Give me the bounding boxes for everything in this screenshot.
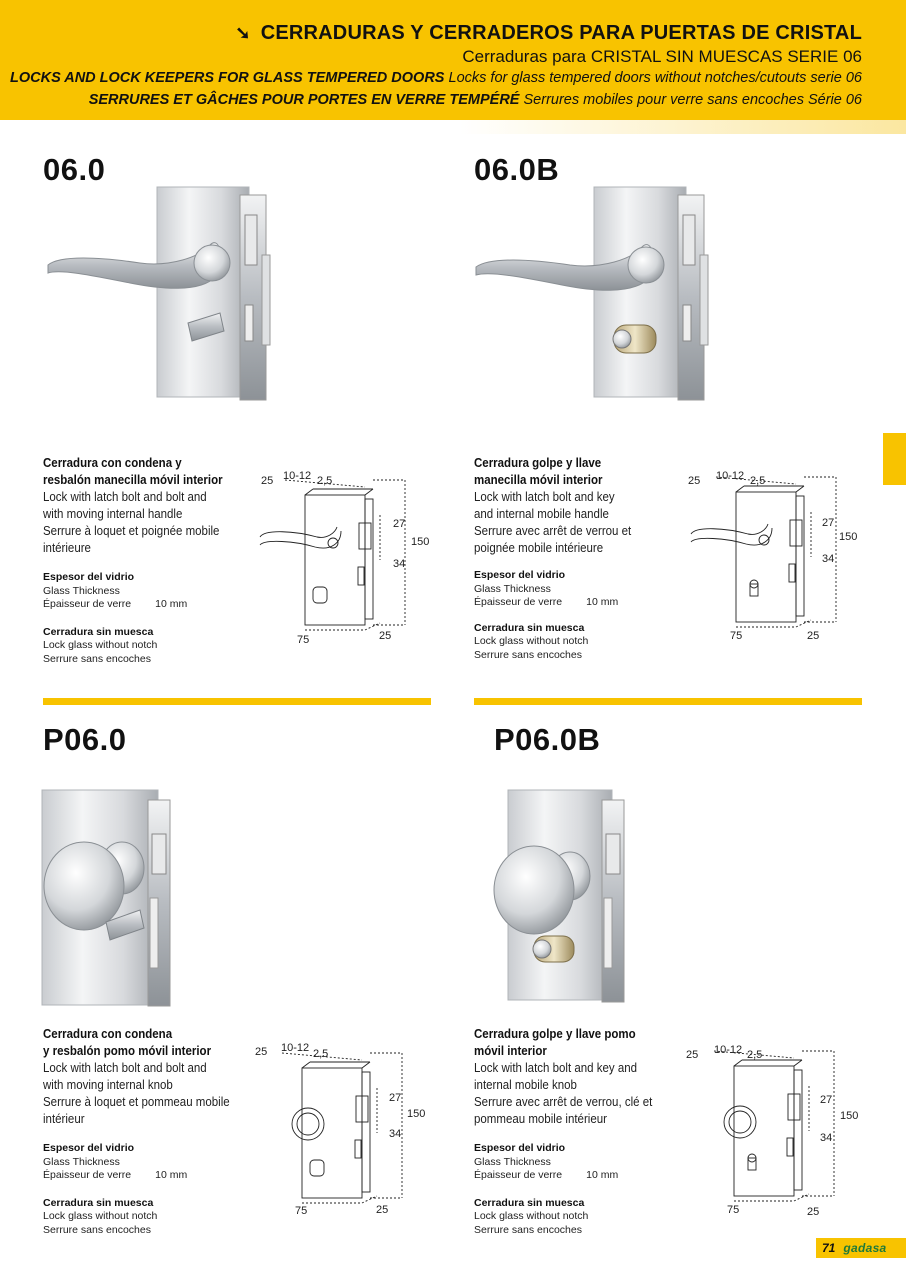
svg-text:25: 25	[807, 1206, 820, 1218]
product-photo-knob-cylinder	[490, 788, 630, 1013]
header-fade	[460, 120, 906, 134]
product-description: Cerradura golpe y llave pomo móvil interior Lock with latch bolt and key and internal mobile knob Serrure avec arrêt de verrou, clé et pommeau mobile intérieur Espesor del vidrio Glass Thickness Épaisseur de verre 10 mm Cerradura sin muesca Lock glass without notch Serrure sans encoches	[474, 1026, 679, 1237]
svg-text:34: 34	[393, 558, 406, 570]
svg-text:10-12: 10-12	[283, 470, 312, 482]
subtitle-french: SERRURES ET GÂCHES POUR PORTES EN VERRE TEMPÉRÉ Serrures mobiles pour verre sans encoches Série 06	[88, 92, 862, 108]
svg-text:75: 75	[727, 1204, 740, 1216]
svg-text:34: 34	[822, 553, 835, 565]
technical-drawing-lever-cylinder	[686, 462, 866, 647]
product-description: Cerradura con condena y resbalón pomo móvil interior Lock with latch bolt and bolt and with moving internal knob Serrure à loquet et pommeau mobile intérieur Espesor del vidrio Glass Thickness Épaisseur de verre 10 mm Cerradura sin muesca Lock glass without notch Serrure sans encoches	[43, 1026, 248, 1237]
svg-text:25: 25	[261, 475, 274, 487]
product-photo-lever-thumbturn	[40, 185, 280, 415]
svg-text:10-12: 10-12	[716, 470, 745, 482]
technical-drawing-lever	[255, 465, 435, 650]
svg-text:10-12: 10-12	[281, 1042, 310, 1054]
spec-no-notch: Cerradura sin muesca Lock glass without notch Serrure sans encoches	[474, 1196, 589, 1236]
product-description: Cerradura golpe y llave manecilla móvil interior Lock with latch bolt and key and internal mobile handle Serrure avec arrêt de verrou et poignée mobile intérieure Espesor del vidrio Glass Thickness Épaisseur de verre 10 mm Cerradura sin muesca Lock glass without notch Serrure sans encoches	[474, 455, 679, 662]
product-photo-lever-cylinder	[470, 185, 720, 415]
section-divider	[474, 698, 862, 705]
svg-text:2,5: 2,5	[747, 1049, 763, 1061]
svg-text:27: 27	[822, 517, 835, 529]
svg-text:25: 25	[688, 475, 701, 487]
header-band	[0, 0, 906, 120]
arrow-down-right-icon: ➘	[235, 23, 251, 43]
svg-text:34: 34	[389, 1128, 402, 1140]
page-title: ➘ CERRADURAS Y CERRADEROS PARA PUERTAS DE CRISTAL	[235, 22, 862, 44]
section-divider	[43, 698, 431, 705]
svg-text:2,5: 2,5	[313, 1048, 329, 1060]
svg-text:25: 25	[379, 630, 392, 642]
svg-text:2,5: 2,5	[750, 475, 766, 487]
spec-no-notch: Cerradura sin muesca Lock glass without notch Serrure sans encoches	[43, 625, 158, 665]
svg-text:27: 27	[393, 518, 406, 530]
page-footer	[816, 1238, 906, 1258]
subtitle-english: LOCKS AND LOCK KEEPERS FOR GLASS TEMPERED DOORS Locks for glass tempered doors without notches/cutouts serie 06	[9, 70, 862, 86]
svg-text:75: 75	[297, 634, 310, 646]
svg-text:25: 25	[686, 1049, 699, 1061]
spec-glass-thickness: Espesor del vidrio Glass Thickness Épaisseur de verre 10 mm	[474, 569, 619, 608]
svg-text:150: 150	[411, 536, 430, 548]
svg-text:25: 25	[255, 1046, 268, 1058]
product-code: P06.0B	[494, 722, 601, 757]
svg-text:150: 150	[407, 1108, 426, 1120]
svg-text:25: 25	[376, 1204, 389, 1216]
spec-no-notch: Cerradura sin muesca Lock glass without notch Serrure sans encoches	[474, 621, 589, 661]
product-code: P06.0	[43, 722, 127, 757]
spec-glass-thickness: Espesor del vidrio Glass Thickness Épaisseur de verre 10 mm	[474, 1142, 619, 1181]
technical-drawing-knob-cylinder	[684, 1036, 864, 1221]
brand-logo: gadasa	[843, 1241, 887, 1255]
section-tab	[883, 433, 906, 485]
svg-text:75: 75	[730, 630, 743, 642]
svg-text:27: 27	[820, 1094, 833, 1106]
svg-text:150: 150	[839, 531, 858, 543]
spec-glass-thickness: Espesor del vidrio Glass Thickness Épaisseur de verre 10 mm	[43, 1142, 188, 1181]
page-subtitle: Cerraduras para CRISTAL SIN MUESCAS SERIE 06	[462, 47, 862, 66]
svg-text:27: 27	[389, 1092, 402, 1104]
svg-text:2,5: 2,5	[317, 475, 333, 487]
spec-glass-thickness: Espesor del vidrio Glass Thickness Épaisseur de verre 10 mm	[43, 571, 188, 610]
svg-text:75: 75	[295, 1205, 308, 1217]
product-description: Cerradura con condena y resbalón manecilla móvil interior Lock with latch bolt and bolt and with moving internal handle Serrure à loquet et poignée mobile intérieure Espesor del vidrio Glass Thickness Épaisseur de verre 10 mm Cerradura sin muesca Lock glass without notch Serrure sans encoches	[43, 455, 248, 666]
product-photo-knob-thumbturn	[40, 788, 180, 1013]
product-code: 06.0B	[474, 152, 560, 187]
page-number: 71	[822, 1241, 836, 1255]
svg-text:25: 25	[807, 630, 820, 642]
svg-text:34: 34	[820, 1132, 833, 1144]
spec-no-notch: Cerradura sin muesca Lock glass without notch Serrure sans encoches	[43, 1196, 158, 1236]
technical-drawing-knob	[252, 1038, 432, 1223]
svg-text:150: 150	[840, 1110, 859, 1122]
product-code: 06.0	[43, 152, 106, 187]
svg-text:10-12: 10-12	[714, 1044, 743, 1056]
